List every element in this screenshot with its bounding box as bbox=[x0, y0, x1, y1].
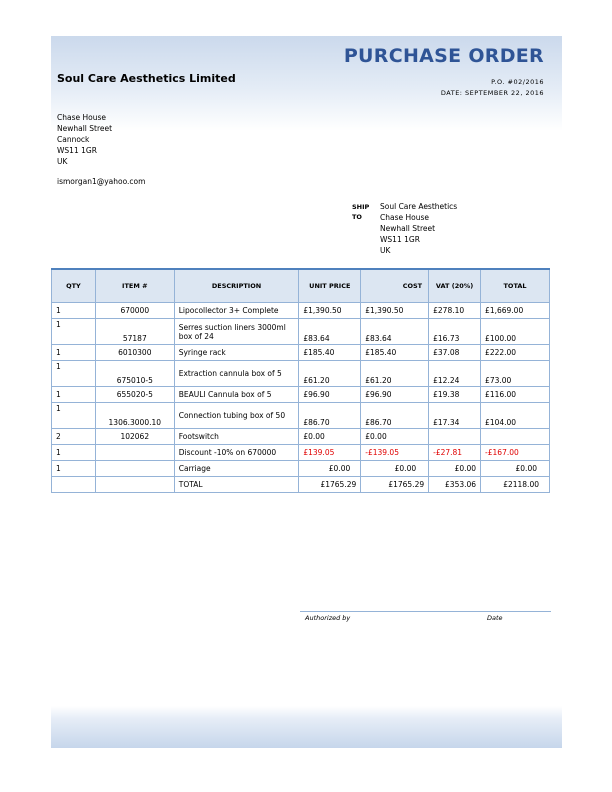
table-row bbox=[52, 403, 550, 429]
cell-item bbox=[95, 445, 174, 461]
cell-qty: 1 bbox=[52, 387, 96, 403]
table-header-row bbox=[52, 269, 550, 303]
address-line: UK bbox=[57, 157, 68, 166]
cell-item: 57187 bbox=[95, 319, 174, 345]
cell-cost: £0.00 bbox=[361, 429, 429, 445]
cell-cost: £61.20 bbox=[361, 361, 429, 387]
cell-description: Connection tubing box of 50 bbox=[174, 403, 299, 429]
cell-description: Footswitch bbox=[174, 429, 299, 445]
table-row bbox=[52, 345, 550, 361]
cell-cost: £1,390.50 bbox=[361, 303, 429, 319]
cell-vat: £16.73 bbox=[429, 319, 481, 345]
table-row bbox=[52, 461, 550, 477]
cell-cost: £0.00 bbox=[361, 461, 429, 477]
ship-address-line: Newhall Street bbox=[380, 224, 436, 233]
cell-total: £1,669.00 bbox=[481, 303, 550, 319]
cell-item: 655020-5 bbox=[95, 387, 174, 403]
column-header-vat: VAT (20%) bbox=[429, 269, 481, 303]
cell-cost: £83.64 bbox=[361, 319, 429, 345]
sender-email: ismorgan1@yahoo.com bbox=[57, 177, 146, 186]
table-row bbox=[52, 361, 550, 387]
cell-qty bbox=[52, 477, 96, 493]
cell-item: 670000 bbox=[95, 303, 174, 319]
cell-cost: £185.40 bbox=[361, 345, 429, 361]
footer-band bbox=[51, 706, 562, 748]
cell-vat: -£27.81 bbox=[429, 445, 481, 461]
column-header-qty: QTY bbox=[52, 269, 96, 303]
cell-unit-price: £185.40 bbox=[299, 345, 361, 361]
address-line: Newhall Street bbox=[57, 124, 113, 133]
cell-qty: 1 bbox=[52, 361, 96, 387]
ship-label-line: TO bbox=[352, 213, 362, 221]
column-header-cost: COST bbox=[361, 269, 429, 303]
cell-unit-price: £1,390.50 bbox=[299, 303, 361, 319]
cell-vat: £278.10 bbox=[429, 303, 481, 319]
ship-to-label bbox=[352, 202, 369, 222]
cell-cost: £86.70 bbox=[361, 403, 429, 429]
cell-total: £100.00 bbox=[481, 319, 550, 345]
cell-total: £2118.00 bbox=[481, 477, 550, 493]
column-header-description: DESCRIPTION bbox=[174, 269, 299, 303]
cell-qty: 1 bbox=[52, 461, 96, 477]
cell-qty: 1 bbox=[52, 445, 96, 461]
line-items-table bbox=[51, 268, 550, 493]
cell-qty: 1 bbox=[52, 403, 96, 429]
ship-label-line: SHIP bbox=[352, 203, 370, 211]
cell-unit-price: £96.90 bbox=[299, 387, 361, 403]
cell-item: 1306.3000.10 bbox=[95, 403, 174, 429]
signature-line bbox=[300, 611, 551, 612]
cell-description: Syringe rack bbox=[174, 345, 299, 361]
cell-unit-price: £86.70 bbox=[299, 403, 361, 429]
cell-item bbox=[95, 477, 174, 493]
table-row bbox=[52, 429, 550, 445]
table-row bbox=[52, 387, 550, 403]
ship-address-line: UK bbox=[380, 246, 391, 255]
cell-vat bbox=[429, 429, 481, 445]
cell-vat: £19.38 bbox=[429, 387, 481, 403]
cell-total: £73.00 bbox=[481, 361, 550, 387]
po-number: P.O. #02/2016 bbox=[491, 78, 544, 86]
address-line: WS11 1GR bbox=[57, 146, 97, 155]
company-name: Soul Care Aesthetics Limited bbox=[57, 72, 236, 85]
document-title: PURCHASE ORDER bbox=[343, 45, 544, 67]
cell-cost: £96.90 bbox=[361, 387, 429, 403]
cell-qty: 2 bbox=[52, 429, 96, 445]
ship-address-line: Soul Care Aesthetics bbox=[380, 202, 458, 211]
cell-description: Lipocollector 3+ Complete bbox=[174, 303, 299, 319]
address-line: Cannock bbox=[57, 135, 90, 144]
cell-qty: 1 bbox=[52, 345, 96, 361]
cell-total: £104.00 bbox=[481, 403, 550, 429]
cell-unit-price: £1765.29 bbox=[299, 477, 361, 493]
table-row bbox=[52, 319, 550, 345]
cell-qty: 1 bbox=[52, 303, 96, 319]
cell-item: 102062 bbox=[95, 429, 174, 445]
authorized-by-label: Authorized by bbox=[305, 614, 351, 622]
date-label: Date bbox=[487, 614, 503, 622]
purchase-order-page bbox=[51, 36, 562, 748]
cell-unit-price: £139.05 bbox=[299, 445, 361, 461]
cell-vat: £12.24 bbox=[429, 361, 481, 387]
cell-description: BEAULI Cannula box of 5 bbox=[174, 387, 299, 403]
cell-unit-price: £83.64 bbox=[299, 319, 361, 345]
cell-vat: £353.06 bbox=[429, 477, 481, 493]
cell-description: Discount -10% on 670000 bbox=[174, 445, 299, 461]
cell-total: -£167.00 bbox=[481, 445, 550, 461]
cell-qty: 1 bbox=[52, 319, 96, 345]
cell-item: 6010300 bbox=[95, 345, 174, 361]
cell-item bbox=[95, 461, 174, 477]
cell-unit-price: £61.20 bbox=[299, 361, 361, 387]
ship-address-line: Chase House bbox=[380, 213, 429, 222]
cell-description: TOTAL bbox=[174, 477, 299, 493]
ship-to-address bbox=[380, 201, 457, 256]
column-header-total: TOTAL bbox=[481, 269, 550, 303]
cell-total: £116.00 bbox=[481, 387, 550, 403]
cell-description: Carriage bbox=[174, 461, 299, 477]
cell-vat: £17.34 bbox=[429, 403, 481, 429]
cell-cost: £1765.29 bbox=[361, 477, 429, 493]
cell-total: £222.00 bbox=[481, 345, 550, 361]
cell-vat: £37.08 bbox=[429, 345, 481, 361]
po-date: DATE: SEPTEMBER 22, 2016 bbox=[440, 89, 544, 97]
cell-cost: -£139.05 bbox=[361, 445, 429, 461]
address-line: Chase House bbox=[57, 113, 106, 122]
table-total-row bbox=[52, 477, 550, 493]
cell-vat: £0.00 bbox=[429, 461, 481, 477]
ship-address-line: WS11 1GR bbox=[380, 235, 420, 244]
table-row-discount bbox=[52, 445, 550, 461]
cell-description: Extraction cannula box of 5 bbox=[174, 361, 299, 387]
cell-total: £0.00 bbox=[481, 461, 550, 477]
table-row bbox=[52, 303, 550, 319]
sender-address bbox=[57, 112, 112, 167]
column-header-item: ITEM # bbox=[95, 269, 174, 303]
cell-description: Serres suction liners 3000ml box of 24 bbox=[174, 319, 299, 345]
column-header-unit-price: UNIT PRICE bbox=[299, 269, 361, 303]
cell-unit-price: £0.00 bbox=[299, 461, 361, 477]
cell-unit-price: £0.00 bbox=[299, 429, 361, 445]
cell-item: 675010-5 bbox=[95, 361, 174, 387]
cell-total bbox=[481, 429, 550, 445]
